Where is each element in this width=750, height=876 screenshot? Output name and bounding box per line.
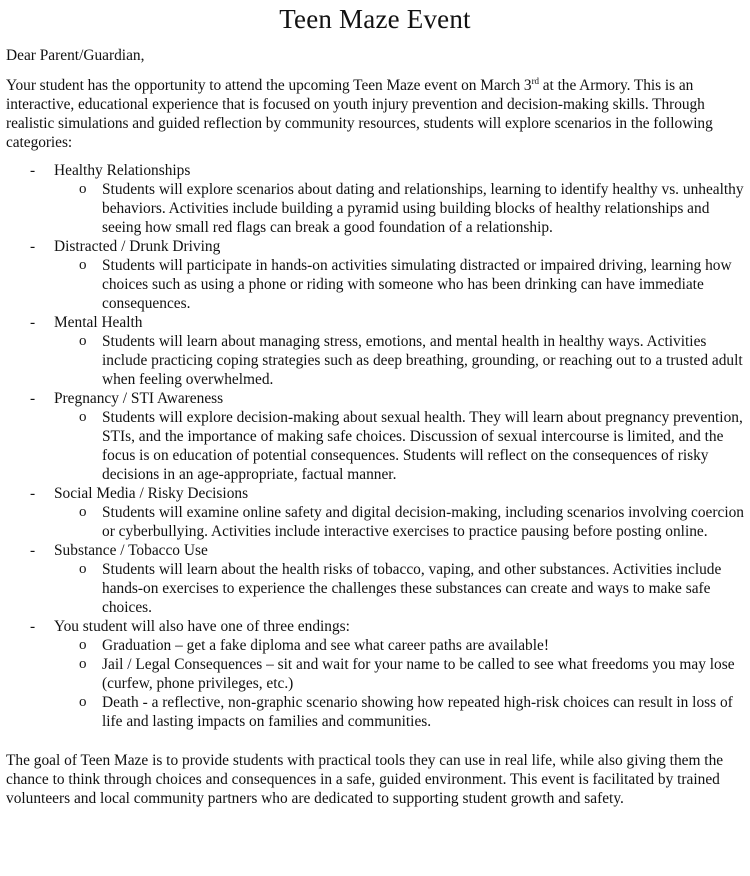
dash-bullet-icon: - — [30, 618, 36, 635]
circle-bullet-icon: o — [79, 409, 87, 425]
detail-item — [54, 503, 744, 541]
page-title: Teen Maze Event — [279, 4, 471, 34]
category-item — [6, 541, 744, 617]
dash-bullet-icon: - — [30, 390, 36, 407]
closing-paragraph: The goal of Teen Maze is to provide students with practical tools they can use in real life, while also giving them the chance to think through choices and consequences in a safe, guided environment. This event is facilitated by trained volunteers and local community partners who are dedicated to supporting student growth and safety. — [6, 752, 724, 807]
detail-text: Students will explore decision-making about sexual health. They will learn about pregnancy prevention, STIs, and the importance of making safe choices. Discussion of sexual intercourse is limited, and the focus is on education of potential consequences. Students will reflect on the consequences of risky decisions in an age-appropriate, factual manner. — [102, 409, 743, 483]
detail-text: Students will learn about managing stress, emotions, and mental health in healthy ways. Activities include practicing coping strategies such as deep breathing, grounding, or reaching out to a trusted adult when feeling overwhelmed. — [102, 333, 743, 388]
circle-bullet-icon: o — [79, 694, 87, 710]
circle-bullet-icon: o — [79, 257, 87, 273]
ending-list — [54, 636, 744, 731]
detail-text: Students will examine online safety and digital decision-making, including scenarios involving coercion or cyberbullying. Activities include interactive exercises to practice pausing before posting online. — [102, 504, 744, 540]
ending-item-death — [54, 693, 744, 731]
category-heading: Healthy Relationships — [54, 162, 191, 179]
detail-text: Graduation – get a fake diploma and see what career paths are available! — [102, 637, 549, 654]
category-heading: You student will also have one of three endings: — [54, 618, 350, 635]
detail-text: Jail / Legal Consequences – sit and wait for your name to be called to see what freedoms you may lose (curfew, phone privileges, etc.) — [102, 656, 735, 692]
category-details — [54, 256, 744, 313]
circle-bullet-icon: o — [79, 333, 87, 349]
detail-text: Death - a reflective, non-graphic scenario showing how repeated high-risk choices can result in loss of life and lasting impacts on families and communities. — [102, 694, 733, 730]
category-item — [6, 389, 744, 484]
category-details — [54, 332, 744, 389]
detail-text: Students will learn about the health risks of tobacco, vaping, and other substances. Activities include hands-on exercises to experience the challenges these substances can create and ways to make safe choices. — [102, 561, 722, 616]
circle-bullet-icon: o — [79, 637, 87, 653]
circle-bullet-icon: o — [79, 561, 87, 577]
category-heading: Substance / Tobacco Use — [54, 542, 208, 559]
category-heading: Mental Health — [54, 314, 143, 331]
detail-text: Students will participate in hands-on activities simulating distracted or impaired driving, learning how choices such as using a phone or riding with someone who has been drinking can have immediate consequences. — [102, 257, 732, 312]
category-item — [6, 484, 744, 541]
dash-bullet-icon: - — [30, 485, 36, 502]
detail-item — [54, 408, 744, 484]
circle-bullet-icon: o — [79, 656, 87, 672]
dash-bullet-icon: - — [30, 162, 36, 179]
dash-bullet-icon: - — [30, 238, 36, 255]
category-heading: Pregnancy / STI Awareness — [54, 390, 224, 407]
detail-item — [54, 180, 744, 237]
category-details — [54, 180, 744, 237]
category-item — [6, 313, 744, 389]
ending-item-graduation — [54, 636, 744, 655]
category-item — [6, 617, 744, 731]
circle-bullet-icon: o — [79, 504, 87, 520]
category-heading: Distracted / Drunk Driving — [54, 238, 221, 255]
category-item — [6, 161, 744, 237]
detail-text: Students will explore scenarios about dating and relationships, learning to identify healthy vs. unhealthy behaviors. Activities include building a pyramid using building blocks of healthy relationships and seeing how small red flags can break a good foundation of a relationship. — [102, 181, 744, 236]
dash-bullet-icon: - — [30, 314, 36, 331]
category-details — [54, 503, 744, 541]
category-list — [6, 161, 744, 731]
detail-item — [54, 560, 744, 617]
intro-paragraph — [6, 76, 744, 152]
category-details — [54, 560, 744, 617]
category-item — [6, 237, 744, 313]
intro-after-date: at the Armory. This is an interactive, educational experience that is focused on youth injury prevention and decision-making skills. Through realistic simulations and guided reflection by community resources, students will explore scenarios in the following categories: — [6, 77, 713, 151]
date-ordinal-suffix: rd — [531, 75, 539, 86]
detail-item — [54, 256, 744, 313]
greeting: Dear Parent/Guardian, — [6, 47, 145, 64]
circle-bullet-icon: o — [79, 181, 87, 197]
intro-before-date: Your student has the opportunity to attend the upcoming Teen Maze event on March 3 — [6, 77, 532, 94]
category-heading: Social Media / Risky Decisions — [54, 485, 249, 502]
ending-item-jail — [54, 655, 744, 693]
detail-item — [54, 332, 744, 389]
dash-bullet-icon: - — [30, 542, 36, 559]
category-details — [54, 408, 744, 484]
